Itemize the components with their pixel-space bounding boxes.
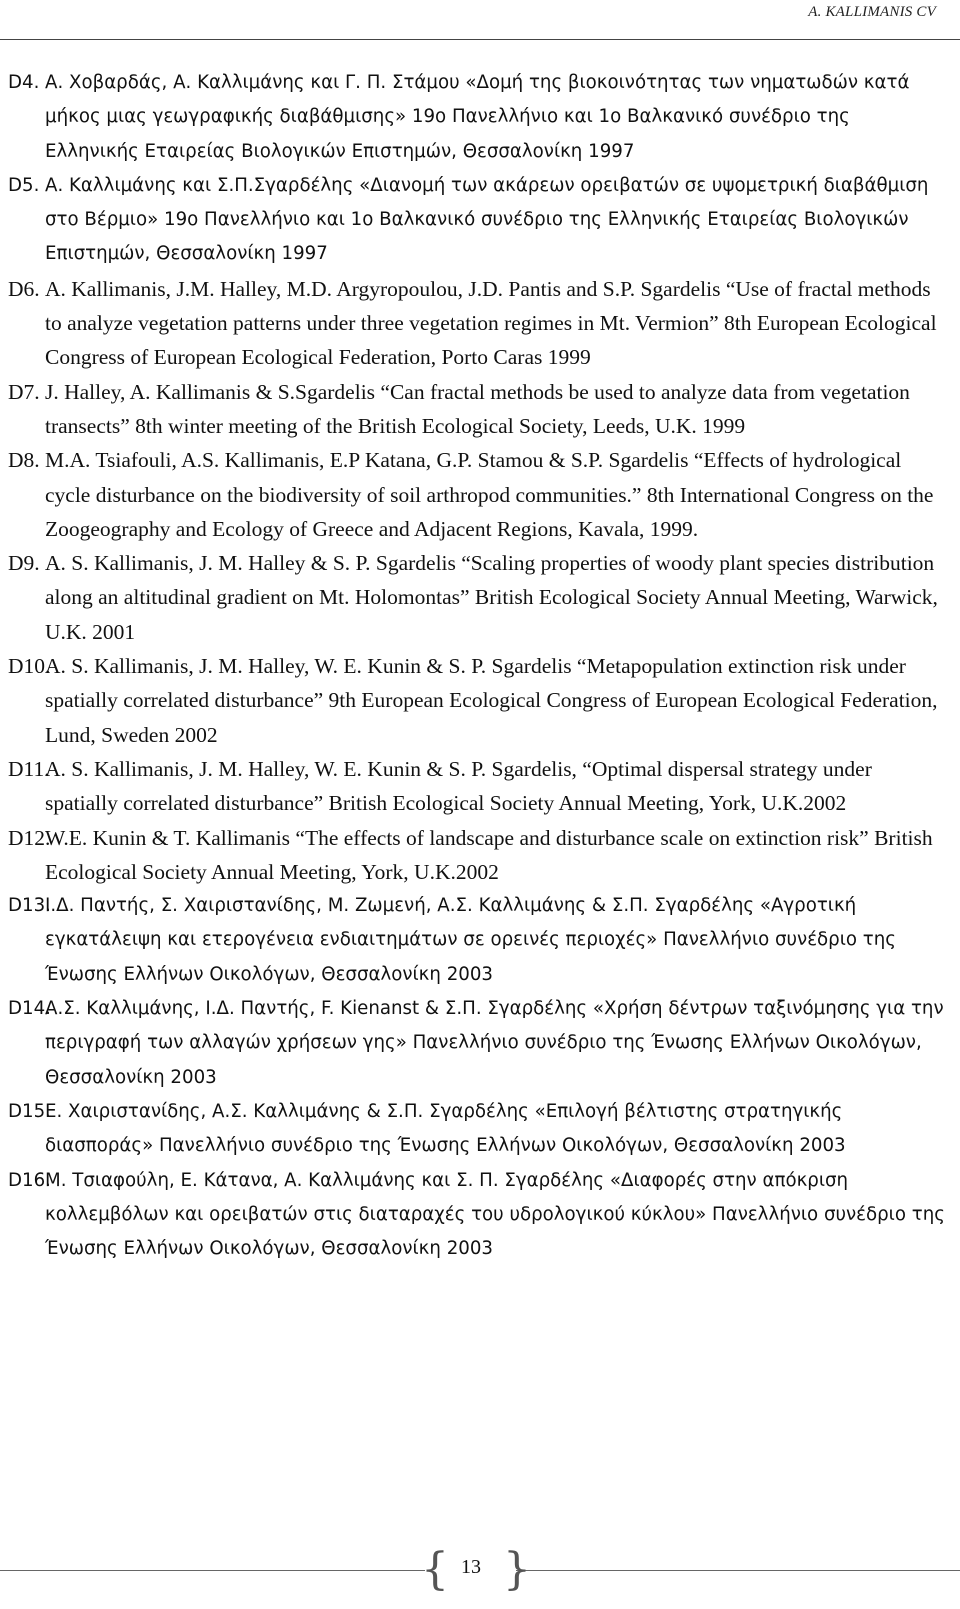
entry-text: Ε. Χαιριστανίδης, Α.Σ. Καλλιμάνης & Σ.Π. Σγαρδέλης «Επιλογή βέλτιστης στρατηγικής διασποράς» Πανελλήνιο συνέδριο της Ένωσης Ελλήνων Οικολόγων, Θεσσαλονίκη 2003 xyxy=(45,1100,846,1157)
footer-rule-left xyxy=(0,1570,425,1571)
publication-entry xyxy=(8,169,948,272)
page-footer xyxy=(0,1544,960,1599)
publication-entry xyxy=(8,889,948,992)
entry-text: Ι.Δ. Παντής, Σ. Χαιριστανίδης, Μ. Ζωμενή, Α.Σ. Καλλιμάνης & Σ.Π. Σγαρδέλης «Αγροτική εγκατάλειψη και ετερογένεια ενδιαιτημάτων σε ορεινές περιοχές» Πανελλήνιο συνέδριο της Ένωσης Ελλήνων Οικολόγων, Θεσσαλονίκη 2003 xyxy=(45,895,896,985)
entry-code: D12. xyxy=(8,825,51,850)
entry-text: Α. Χοβαρδάς, Α. Καλλιμάνης και Γ. Π. Στάμου «Δομή της βιοκοινότητας των νηματωδών κατά μήκος μιας γεωγραφικής διαβάθμισης» 19ο Πανελλήνιο και 1ο Βαλκανικό συνέδριο της Ελληνικής Εταιρείας Βιολογικών Επιστημών, Θεσσαλονίκη 1997 xyxy=(45,72,910,162)
entry-text: A. S. Kallimanis, J. M. Halley, W. E. Kunin & S. P. Sgardelis “Metapopulation extinction risk under spatially correlated disturbance” 9th European Ecological Congress of European Ecological Federation, Lund, Sweden 2002 xyxy=(45,654,938,747)
publication-entry xyxy=(8,649,948,752)
publication-entry xyxy=(8,1164,948,1267)
right-brace-ornament: } xyxy=(503,1544,531,1595)
entry-code: D6. xyxy=(8,276,40,301)
publication-entry xyxy=(8,752,948,821)
entry-text: J. Halley, A. Kallimanis & S.Sgardelis “Can fractal methods be used to analyze data from vegetation transects” 8th winter meeting of the British Ecological Society, Leeds, U.K. 1999 xyxy=(45,379,910,438)
entry-code: D4. xyxy=(8,72,40,93)
publication-entry xyxy=(8,992,948,1095)
entry-code: D8. xyxy=(8,448,40,473)
publication-entry xyxy=(8,546,948,649)
entry-text: A. Kallimanis, J.M. Halley, M.D. Argyropoulou, J.D. Pantis and S.P. Sgardelis “Use of fractal methods to analyze vegetation patterns under three vegetation regimes in Mt. Vermion” 8th European Ecological Congress of European Ecological Federation, Porto Caras 1999 xyxy=(45,276,937,370)
entry-text: Α.Σ. Καλλιμάνης, Ι.Δ. Παντής, F. Kienanst & Σ.Π. Σγαρδέλης «Χρήση δέντρων ταξινόμησης για την περιγραφή των αλλαγών χρήσεων γης» Πανελλήνιο συνέδριο της Ένωσης Ελλήνων Οικολόγων, Θεσσαλονίκη 2003 xyxy=(45,998,944,1088)
entry-text: Α. Καλλιμάνης και Σ.Π.Σγαρδέλης «Διανομή των ακάρεων ορειβατών σε υψομετρική διαβάθμιση στο Βέρμιο» 19ο Πανελλήνιο και 1ο Βαλκανικό συνέδριο της Ελληνικής Εταιρείας Βιολογικών Επιστημών, Θεσσαλονίκη 1997 xyxy=(45,174,929,265)
entry-text: M.A. Tsiafouli, A.S. Kallimanis, E.P Katana, G.P. Stamou & S.P. Sgardelis “Effects of hydrological cycle disturbance on the biodiversity of soil arthropod communities.” 8th International Congress on the Zoogeography and Ecology of Greece and Adjacent Regions, Kavala, 1999. xyxy=(45,448,934,541)
entry-text: A. S. Kallimanis, J. M. Halley, W. E. Kunin & S. P. Sgardelis, “Optimal dispersal strategy under spatially correlated disturbance” British Ecological Society Annual Meeting, York, U.K.2002 xyxy=(45,756,872,816)
entry-text: A. S. Kallimanis, J. M. Halley & S. P. Sgardelis “Scaling properties of woody plant species distribution along an altitudinal gradient on Mt. Holomontas” British Ecological Society Annual Meeting, Warwick, U.K. 2001 xyxy=(45,551,938,644)
entry-code: D15. xyxy=(8,1100,51,1122)
publication-entry xyxy=(8,1095,948,1164)
page-number: 13 xyxy=(461,1556,481,1578)
publication-entry xyxy=(8,272,948,375)
entry-code: D7. xyxy=(8,379,40,404)
entry-text: W.E. Kunin & T. Kallimanis “The effects of landscape and disturbance scale on extinction risk” British Ecological Society Annual Meeting, York, U.K.2002 xyxy=(45,825,933,884)
entry-text: Μ. Τσιαφούλη, Ε. Κάτανα, Α. Καλλιμάνης και Σ. Π. Σγαρδέλης «Διαφορές στην απόκριση κολλεμβόλων και ορειβατών στις διαταραχές του υδρολογικού κύκλου» Πανελλήνιο συνέδριο της Ένωσης Ελλήνων Οικολόγων, Θεσσαλονίκη 2003 xyxy=(45,1169,945,1260)
header-author-cv: A. KALLIMANIS CV xyxy=(808,4,936,20)
entry-code: D11. xyxy=(8,756,50,781)
entry-code: D9. xyxy=(8,551,40,576)
publication-entry xyxy=(8,443,948,546)
left-brace-ornament: { xyxy=(421,1544,449,1595)
entry-code: D13. xyxy=(8,895,51,917)
footer-rule-right xyxy=(516,1570,960,1571)
entry-code: D16. xyxy=(8,1169,51,1191)
publication-entry xyxy=(8,375,948,444)
page-header xyxy=(0,0,960,40)
publication-entry xyxy=(8,821,948,890)
publication-list xyxy=(8,66,948,1266)
entry-code: D10. xyxy=(8,654,51,679)
publication-entry xyxy=(8,66,948,169)
entry-code: D5. xyxy=(8,174,40,196)
entry-code: D14. xyxy=(8,998,51,1020)
